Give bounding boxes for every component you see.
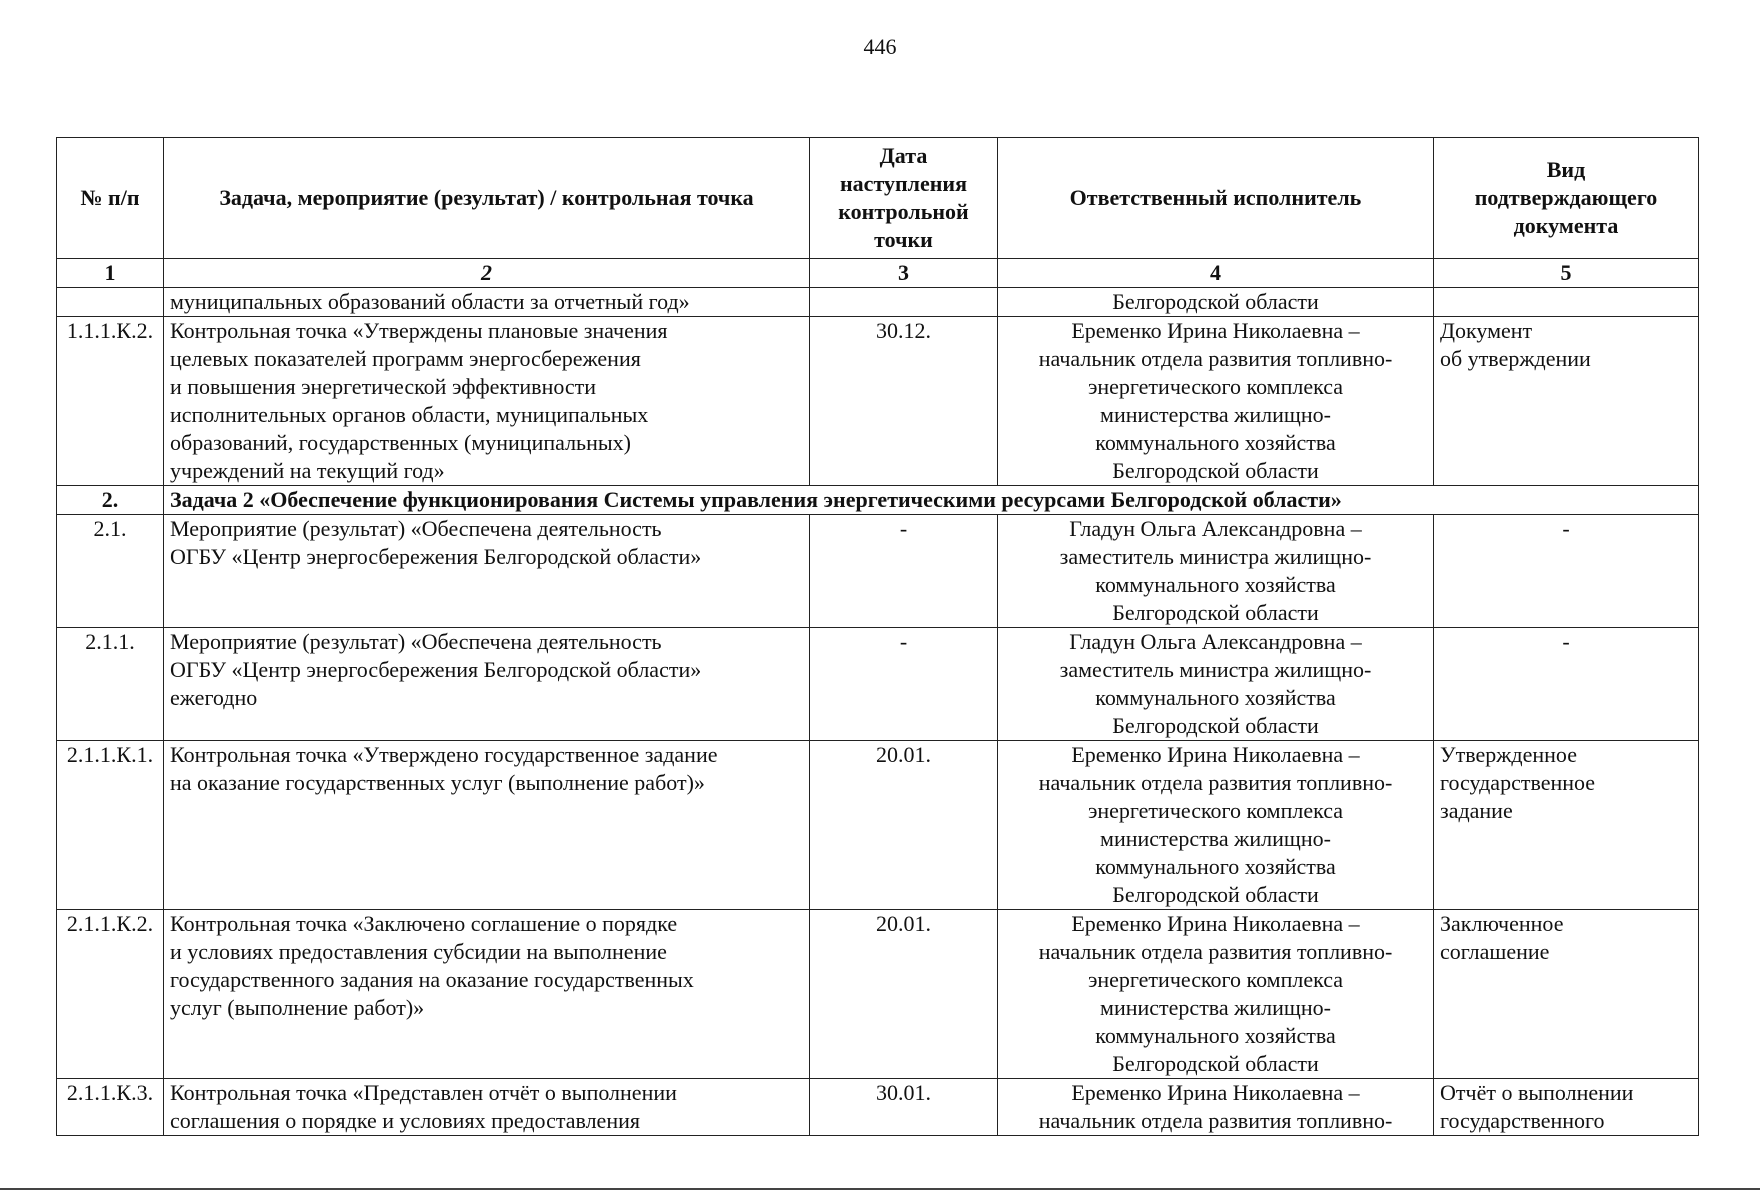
header-date — [810, 138, 998, 259]
row-responsible — [998, 741, 1434, 910]
task-line: Контрольная точка «Утверждено государственное задание — [170, 742, 718, 767]
row-task — [164, 317, 810, 486]
header-date-line: наступления — [840, 171, 967, 196]
table-row — [57, 1079, 1699, 1136]
column-number: 1 — [57, 259, 164, 288]
document-line: Заключенное — [1440, 911, 1564, 936]
responsible-line: коммунального хозяйства — [1095, 572, 1336, 597]
row-task — [164, 910, 810, 1079]
row-number: 2.1.1.К.2. — [57, 910, 164, 1079]
column-number: 4 — [998, 259, 1434, 288]
column-number: 2 — [164, 259, 810, 288]
responsible-line: коммунального хозяйства — [1095, 854, 1336, 879]
responsible-line: Белгородской области — [1112, 600, 1319, 625]
task-line: и условиях предоставления субсидии на выполнение — [170, 939, 667, 964]
responsible-line: заместитель министра жилищно- — [1059, 657, 1372, 682]
table-row — [57, 317, 1699, 486]
control-points-table — [56, 137, 1699, 1136]
header-task: Задача, мероприятие (результат) / контрольная точка — [164, 138, 810, 259]
responsible-line: Белгородской области — [1112, 1051, 1319, 1076]
responsible-line: Гладун Ольга Александровна – — [1069, 629, 1362, 654]
row-responsible — [998, 515, 1434, 628]
task-line: целевых показателей программ энергосбережения — [170, 346, 641, 371]
row-date: - — [810, 628, 998, 741]
task-line: услуг (выполнение работ)» — [170, 995, 425, 1020]
task-line: на оказание государственных услуг (выполнение работ)» — [170, 770, 705, 795]
header-date-line: контрольной — [838, 199, 969, 224]
task-line: исполнительных органов области, муниципальных — [170, 402, 649, 427]
task-line: ОГБУ «Центр энергосбережения Белгородской области» — [170, 544, 702, 569]
document-line: - — [1562, 629, 1570, 654]
header-document — [1434, 138, 1699, 259]
column-number: 5 — [1434, 259, 1699, 288]
document-line: соглашение — [1440, 939, 1550, 964]
responsible-line: начальник отдела развития топливно- — [1038, 346, 1393, 371]
responsible-line: министерства жилищно- — [1100, 826, 1331, 851]
row-date: 20.01. — [810, 741, 998, 910]
responsible-line: министерства жилищно- — [1100, 995, 1331, 1020]
row-document — [1434, 910, 1699, 1079]
task-line: ежегодно — [170, 685, 258, 710]
task-line: Контрольная точка «Утверждены плановые значения — [170, 318, 668, 343]
row-task — [164, 1079, 810, 1136]
section-number: 2. — [57, 486, 164, 515]
row-number — [57, 288, 164, 317]
row-responsible — [998, 1079, 1434, 1136]
responsible-line: Гладун Ольга Александровна – — [1069, 516, 1362, 541]
responsible-line: коммунального хозяйства — [1095, 685, 1336, 710]
document-line: государственное — [1440, 770, 1596, 795]
responsible-line: Еременко Ирина Николаевна – — [1071, 318, 1360, 343]
row-number: 2.1. — [57, 515, 164, 628]
row-document — [1434, 515, 1699, 628]
row-date: 20.01. — [810, 910, 998, 1079]
table-row — [57, 628, 1699, 741]
header-number: № п/п — [57, 138, 164, 259]
header-document-line: подтверждающего — [1474, 185, 1658, 210]
row-date — [810, 288, 998, 317]
responsible-line: Еременко Ирина Николаевна – — [1071, 911, 1360, 936]
responsible-line: Белгородской области — [1112, 289, 1319, 314]
task-line: Контрольная точка «Заключено соглашение о порядке — [170, 911, 678, 936]
column-number: 3 — [810, 259, 998, 288]
row-date: - — [810, 515, 998, 628]
document-line: Документ — [1440, 318, 1533, 343]
responsible-line: министерства жилищно- — [1100, 402, 1331, 427]
row-document — [1434, 288, 1699, 317]
header-date-line: точки — [874, 227, 933, 252]
table-row — [57, 515, 1699, 628]
row-responsible — [998, 317, 1434, 486]
row-date: 30.01. — [810, 1079, 998, 1136]
responsible-line: начальник отдела развития топливно- — [1038, 1108, 1393, 1133]
column-number-row — [57, 259, 1699, 288]
task-line: Мероприятие (результат) «Обеспечена деятельность — [170, 629, 662, 654]
row-task — [164, 288, 810, 317]
task-line: учреждений на текущий год» — [170, 458, 445, 483]
row-task — [164, 741, 810, 910]
row-task — [164, 515, 810, 628]
row-document — [1434, 741, 1699, 910]
responsible-line: коммунального хозяйства — [1095, 430, 1336, 455]
table-row — [57, 288, 1699, 317]
document-line: об утверждении — [1440, 346, 1591, 371]
responsible-line: энергетического комплекса — [1087, 798, 1344, 823]
task-line: и повышения энергетической эффективности — [170, 374, 597, 399]
header-date-line: Дата — [879, 143, 928, 168]
row-responsible — [998, 910, 1434, 1079]
row-responsible — [998, 628, 1434, 741]
responsible-line: Белгородской области — [1112, 713, 1319, 738]
header-responsible: Ответственный исполнитель — [998, 138, 1434, 259]
row-responsible — [998, 288, 1434, 317]
responsible-line: начальник отдела развития топливно- — [1038, 939, 1393, 964]
responsible-line: начальник отдела развития топливно- — [1038, 770, 1393, 795]
row-number: 2.1.1.К.1. — [57, 741, 164, 910]
section-title: Задача 2 «Обеспечение функционирования Системы управления энергетическими ресурсами Белгородской области» — [164, 486, 1699, 515]
table-row — [57, 741, 1699, 910]
task-line: ОГБУ «Центр энергосбережения Белгородской области» — [170, 657, 702, 682]
row-number: 2.1.1. — [57, 628, 164, 741]
task-line: образований, государственных (муниципальных) — [170, 430, 631, 455]
row-document — [1434, 628, 1699, 741]
responsible-line: энергетического комплекса — [1087, 967, 1344, 992]
responsible-line: Белгородской области — [1112, 458, 1319, 483]
row-date: 30.12. — [810, 317, 998, 486]
row-document — [1434, 1079, 1699, 1136]
task-line: муниципальных образований области за отчетный год» — [170, 289, 690, 314]
task-line: Мероприятие (результат) «Обеспечена деятельность — [170, 516, 662, 541]
document-line: - — [1562, 516, 1570, 541]
task-line: Контрольная точка «Представлен отчёт о выполнении — [170, 1080, 677, 1105]
responsible-line: Белгородской области — [1112, 882, 1319, 907]
responsible-line: Еременко Ирина Николаевна – — [1071, 742, 1360, 767]
header-document-line: документа — [1513, 213, 1619, 238]
task-line: государственного задания на оказание государственных — [170, 967, 694, 992]
section-row — [57, 486, 1699, 515]
row-number: 1.1.1.К.2. — [57, 317, 164, 486]
document-line: задание — [1440, 798, 1513, 823]
document-line: Отчёт о выполнении — [1440, 1080, 1634, 1105]
row-number: 2.1.1.К.3. — [57, 1079, 164, 1136]
task-line: соглашения о порядке и условиях предоставления — [170, 1108, 640, 1133]
header-document-line: Вид — [1546, 157, 1586, 182]
row-document — [1434, 317, 1699, 486]
responsible-line: заместитель министра жилищно- — [1059, 544, 1372, 569]
table-row — [57, 910, 1699, 1079]
document-line: государственного — [1440, 1108, 1605, 1133]
table-header-row — [57, 138, 1699, 259]
document-line: Утвержденное — [1440, 742, 1577, 767]
responsible-line: энергетического комплекса — [1087, 374, 1344, 399]
responsible-line: коммунального хозяйства — [1095, 1023, 1336, 1048]
page-bottom-rule — [0, 1188, 1760, 1190]
page-number: 446 — [863, 34, 897, 59]
responsible-line: Еременко Ирина Николаевна – — [1071, 1080, 1360, 1105]
row-task — [164, 628, 810, 741]
